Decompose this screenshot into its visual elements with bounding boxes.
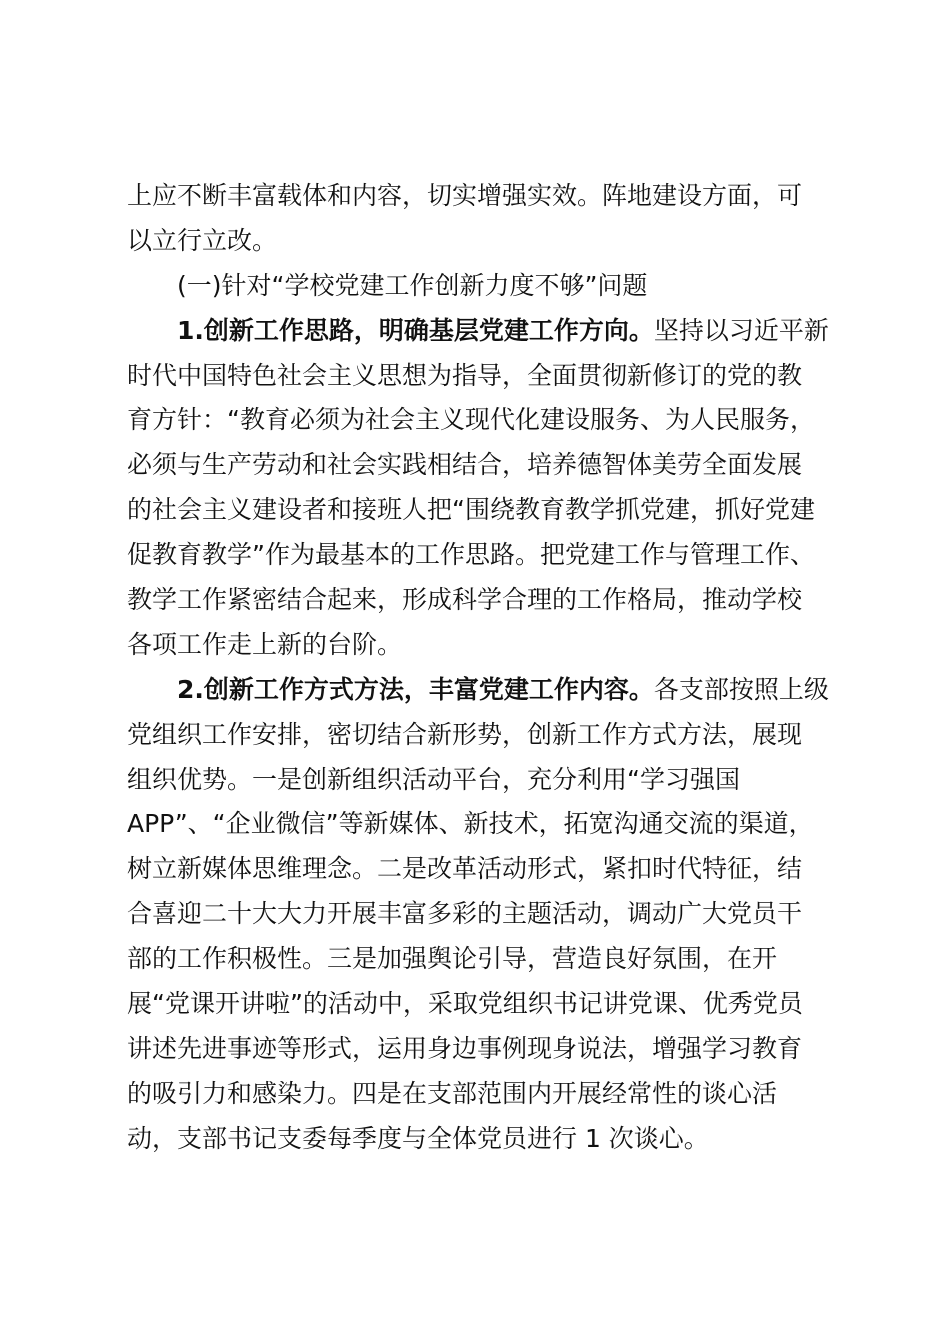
section-title: (一)针对“学校党建工作创新力度不够”问题 (177, 270, 648, 300)
paragraph-text: 坚持以习近平新 (653, 315, 829, 345)
paragraph-line: 以立行立改。 (127, 225, 278, 255)
paragraph-line: 展“党课开讲啦”的活动中，采取党组织书记讲党课、优秀党员 (127, 989, 803, 1019)
paragraph-line: 各项工作走上新的台阶。 (127, 629, 403, 659)
paragraph-line: 党组织工作安排，密切结合新形势，创新工作方式方法，展现 (127, 719, 803, 749)
paragraph-line: 时代中国特色社会主义思想为指导，全面贯彻新修订的党的教 (127, 360, 803, 390)
paragraph-text: 各支部按照上级 (653, 674, 829, 704)
paragraph-line (127, 668, 832, 713)
paragraph-line: 的吸引力和感染力。四是在支部范围内开展经常性的谈心活 (127, 1078, 778, 1108)
paragraph-line: 讲述先进事迹等形式，运用身边事例现身说法，增强学习教育 (127, 1033, 803, 1063)
paragraph-line: 必须与生产劳动和社会实践相结合，培养德智体美劳全面发展 (127, 450, 803, 480)
paragraph-line: 部的工作积极性。三是加强舆论引导，营造良好氛围，在开 (127, 944, 778, 974)
paragraph-line: 树立新媒体思维理念。二是改革活动形式，紧扣时代特征，结 (127, 854, 803, 884)
paragraph-line: 组织优势。一是创新组织活动平台，充分利用“学习强国 (127, 764, 740, 794)
paragraph-line: 教学工作紧密结合起来，形成科学合理的工作格局，推动学校 (127, 585, 803, 615)
paragraph-line: 的社会主义建设者和接班人把“围绕教育教学抓党建，抓好党建 (127, 495, 815, 525)
paragraph-line: 育方针：“教育必须为社会主义现代化建设服务、为人民服务， (127, 405, 815, 435)
paragraph-line (127, 309, 832, 354)
paragraph-line: APP”、“企业微信”等新媒体、新技术，拓宽沟通交流的渠道， (127, 809, 814, 839)
subheading: 2.创新工作方式方法，丰富党建工作内容。 (177, 674, 654, 704)
paragraph-line: 动，支部书记支委每季度与全体党员进行 1 次谈心。 (127, 1123, 709, 1153)
body-text (127, 174, 832, 1162)
subheading: 1.创新工作思路，明确基层党建工作方向。 (177, 315, 654, 345)
paragraph-line: 上应不断丰富载体和内容，切实增强实效。阵地建设方面，可 (127, 181, 803, 210)
paragraph-line: 促教育教学”作为最基本的工作思路。把党建工作与管理工作、 (127, 540, 815, 570)
paragraph-line: 合喜迎二十大大力开展丰富多彩的主题活动，调动广大党员干 (127, 899, 803, 929)
